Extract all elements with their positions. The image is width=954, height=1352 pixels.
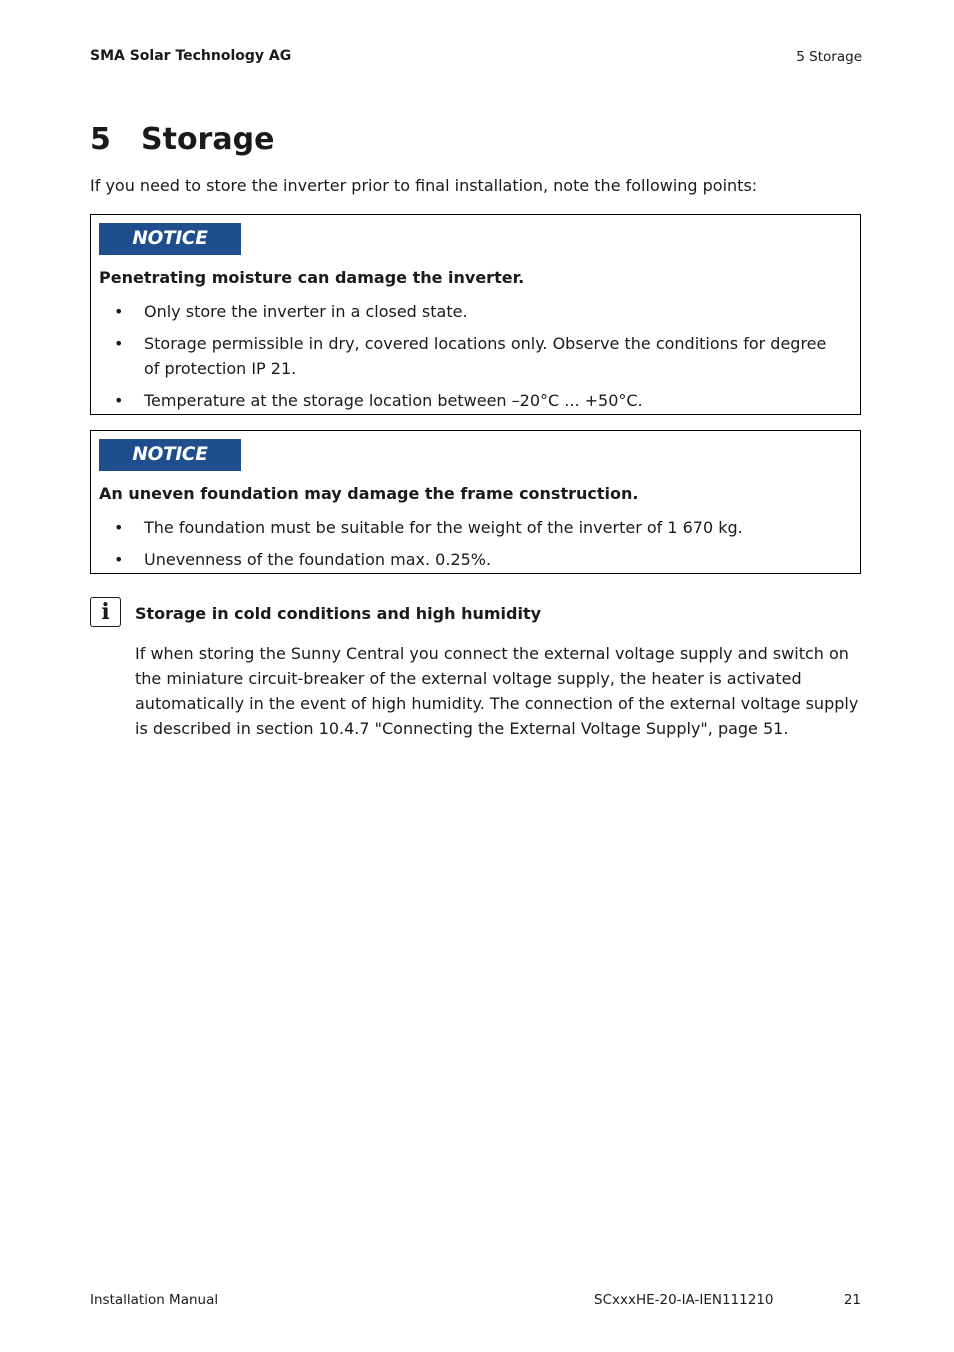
chapter-title-text: Storage — [141, 122, 275, 157]
notice-heading: Penetrating moisture can damage the inverter. — [99, 268, 525, 287]
footer-page-number: 21 — [843, 1292, 861, 1308]
bullet-dot: • — [114, 518, 124, 537]
chapter-intro: If you need to store the inverter prior to final installation, note the following points: — [90, 176, 758, 195]
notice-box-moisture — [90, 214, 861, 415]
info-icon: i — [90, 597, 121, 627]
notice-box-foundation — [90, 430, 861, 574]
notice-heading: An uneven foundation may damage the frame construction. — [99, 484, 639, 503]
chapter-title — [90, 122, 274, 157]
notice-label: NOTICE — [99, 439, 241, 471]
list-item-text: Temperature at the storage location between –20°C ... +50°C. — [144, 391, 643, 410]
bullet-dot: • — [114, 334, 124, 353]
header-company: SMA Solar Technology AG — [90, 48, 292, 64]
list-item-text: Unevenness of the foundation max. 0.25%. — [144, 550, 492, 569]
list-item-text: The foundation must be suitable for the weight of the inverter of 1 670 kg. — [144, 518, 743, 537]
list-item-text: Only store the inverter in a closed state. — [144, 302, 468, 321]
info-body: If when storing the Sunny Central you connect the external voltage supply and switch on the miniature circuit-breaker of the external voltage supply, the heater is activated automatically in the event of high humidity. The connection of the external voltage supply is described in section 10.4.7 "Connecting the External Voltage Supply", page 51. — [135, 644, 859, 738]
bullet-dot: • — [114, 550, 124, 569]
bullet-dot: • — [114, 391, 124, 410]
chapter-number: 5 — [90, 122, 111, 157]
footer-doc-code: SCxxxHE-20-IA-IEN111210 — [594, 1292, 774, 1308]
footer-manual: Installation Manual — [90, 1292, 219, 1308]
info-heading: Storage in cold conditions and high humidity — [135, 604, 542, 623]
notice-label: NOTICE — [99, 223, 241, 255]
list-item-text: Storage permissible in dry, covered locations only. Observe the conditions for degree of protection IP 21. — [144, 334, 827, 378]
bullet-dot: • — [114, 302, 124, 321]
header-chapter-ref: 5 Storage — [796, 49, 862, 65]
